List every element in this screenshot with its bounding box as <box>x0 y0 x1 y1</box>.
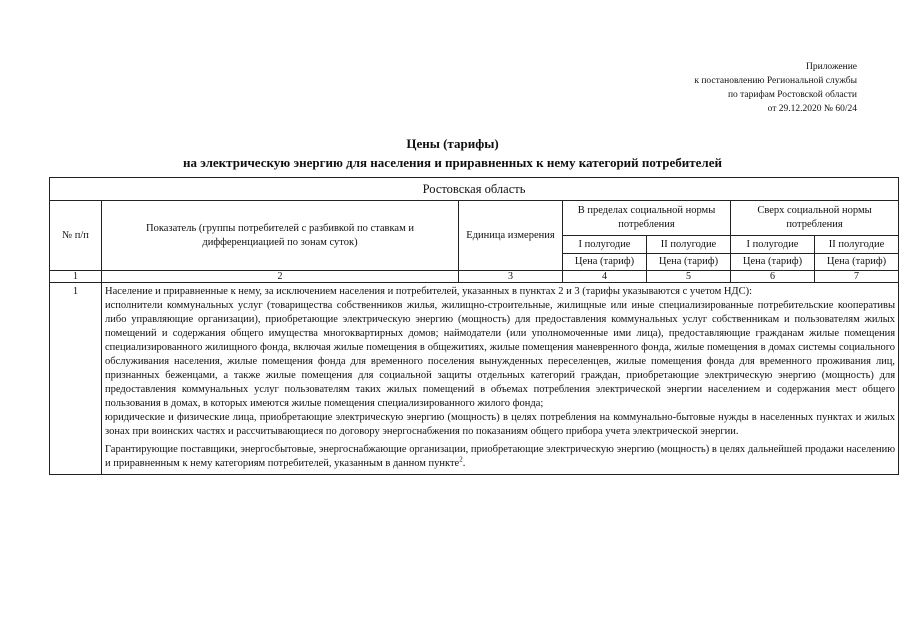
row-paragraph <box>105 443 895 471</box>
header-price: Цена (тариф) <box>647 254 731 271</box>
row-paragraph: Население и приравненные к нему, за исключением населения и потребителей, указанных в пунктах 2 и 3 (тарифы указываются с учетом НДС): <box>105 286 753 297</box>
column-number: 7 <box>815 271 899 283</box>
region-header: Ростовская область <box>50 178 899 201</box>
column-number: 5 <box>647 271 731 283</box>
table-row <box>50 283 899 475</box>
title-line: Цены (тарифы) <box>406 136 499 151</box>
header-within-norm: В пределах социальной нормы потребления <box>563 201 731 236</box>
column-number: 3 <box>459 271 563 283</box>
header-half2: II полугодие <box>647 236 731 254</box>
column-number: 6 <box>731 271 815 283</box>
row-number: 1 <box>50 283 102 475</box>
header-price: Цена (тариф) <box>815 254 899 271</box>
header-half1: I полугодие <box>731 236 815 254</box>
header-above-norm: Сверх социальной нормы потребления <box>731 201 899 236</box>
footnote-mark: 2 <box>459 455 463 464</box>
header-price: Цена (тариф) <box>563 254 647 271</box>
appendix-line: по тарифам Ростовской области <box>727 90 857 100</box>
appendix-line: Приложение <box>806 62 857 72</box>
document-title <box>0 134 905 172</box>
header-half1: I полугодие <box>563 236 647 254</box>
appendix-line: от 29.12.2020 № 60/24 <box>767 104 857 114</box>
header-indicator: Показатель (группы потребителей с разбивкой по ставкам и дифференциацией по зонам суток) <box>102 201 459 271</box>
row-paragraph: юридические и физические лица, приобретающие электрическую энергию (мощность) в целях потребления на коммунально-бытовые нужды в населенных пунктах и жилых зонах при воинских частях и рассчитывающиеся по договору энергоснабжения по показаниям общего прибора учета электрической энергии. <box>105 412 896 437</box>
column-number: 1 <box>50 271 102 283</box>
header-half2: II полугодие <box>815 236 899 254</box>
row-paragraph-text: Гарантирующие поставщики, энергосбытовые, энергоснабжающие организации, приобретающие электрическую энергию (мощность) в целях дальнейшей продажи населению и приравненным к нему категориям потребителей, указанным в данном пункте <box>105 444 896 469</box>
column-number: 2 <box>102 271 459 283</box>
appendix-note <box>694 60 857 116</box>
header-num: № п/п <box>50 201 102 271</box>
title-line: на электрическую энергию для населения и приравненных к нему категорий потребителей <box>183 155 722 170</box>
tariff-table <box>49 177 899 475</box>
appendix-line: к постановлению Региональной службы <box>694 76 857 86</box>
row-paragraph: исполнители коммунальных услуг (товарищества собственников жилья, жилищно-строительные, жилищные или иные специализированные потребительские кооперативы либо управляющие организации), приобретающие электрическую энергию (мощность) для предоставления коммунальных услуг собственникам и пользователям жилых помещений и содержания общего имущества многоквартирных домов; наймодатели (или уполномоченные ими лица), предоставляющие гражданам жилые помещения специализированного жилищного фонда, включая жилые помещения в общежитиях, жилые помещения маневренного фонда, жилые помещения в домах системы социального обслуживания населения, жилые помещения фонда для временного поселения вынужденных переселенцев, жилые помещения фонда для временного проживания лиц, признанных беженцами, а также жилые помещения для социальной защиты отдельных категорий граждан, приобретающие электрическую энергию (мощность) для предоставления коммунальных услуг пользователям таких жилых помещений в объемах потребления электрической энергии населением и содержания мест общего пользования в домах, в которых имеются жилые помещения специализированного жилого фонда; <box>105 300 896 409</box>
header-unit: Единица измерения <box>459 201 563 271</box>
row-description <box>102 283 899 475</box>
column-number: 4 <box>563 271 647 283</box>
row-paragraph-end: . <box>462 458 466 469</box>
header-price: Цена (тариф) <box>731 254 815 271</box>
